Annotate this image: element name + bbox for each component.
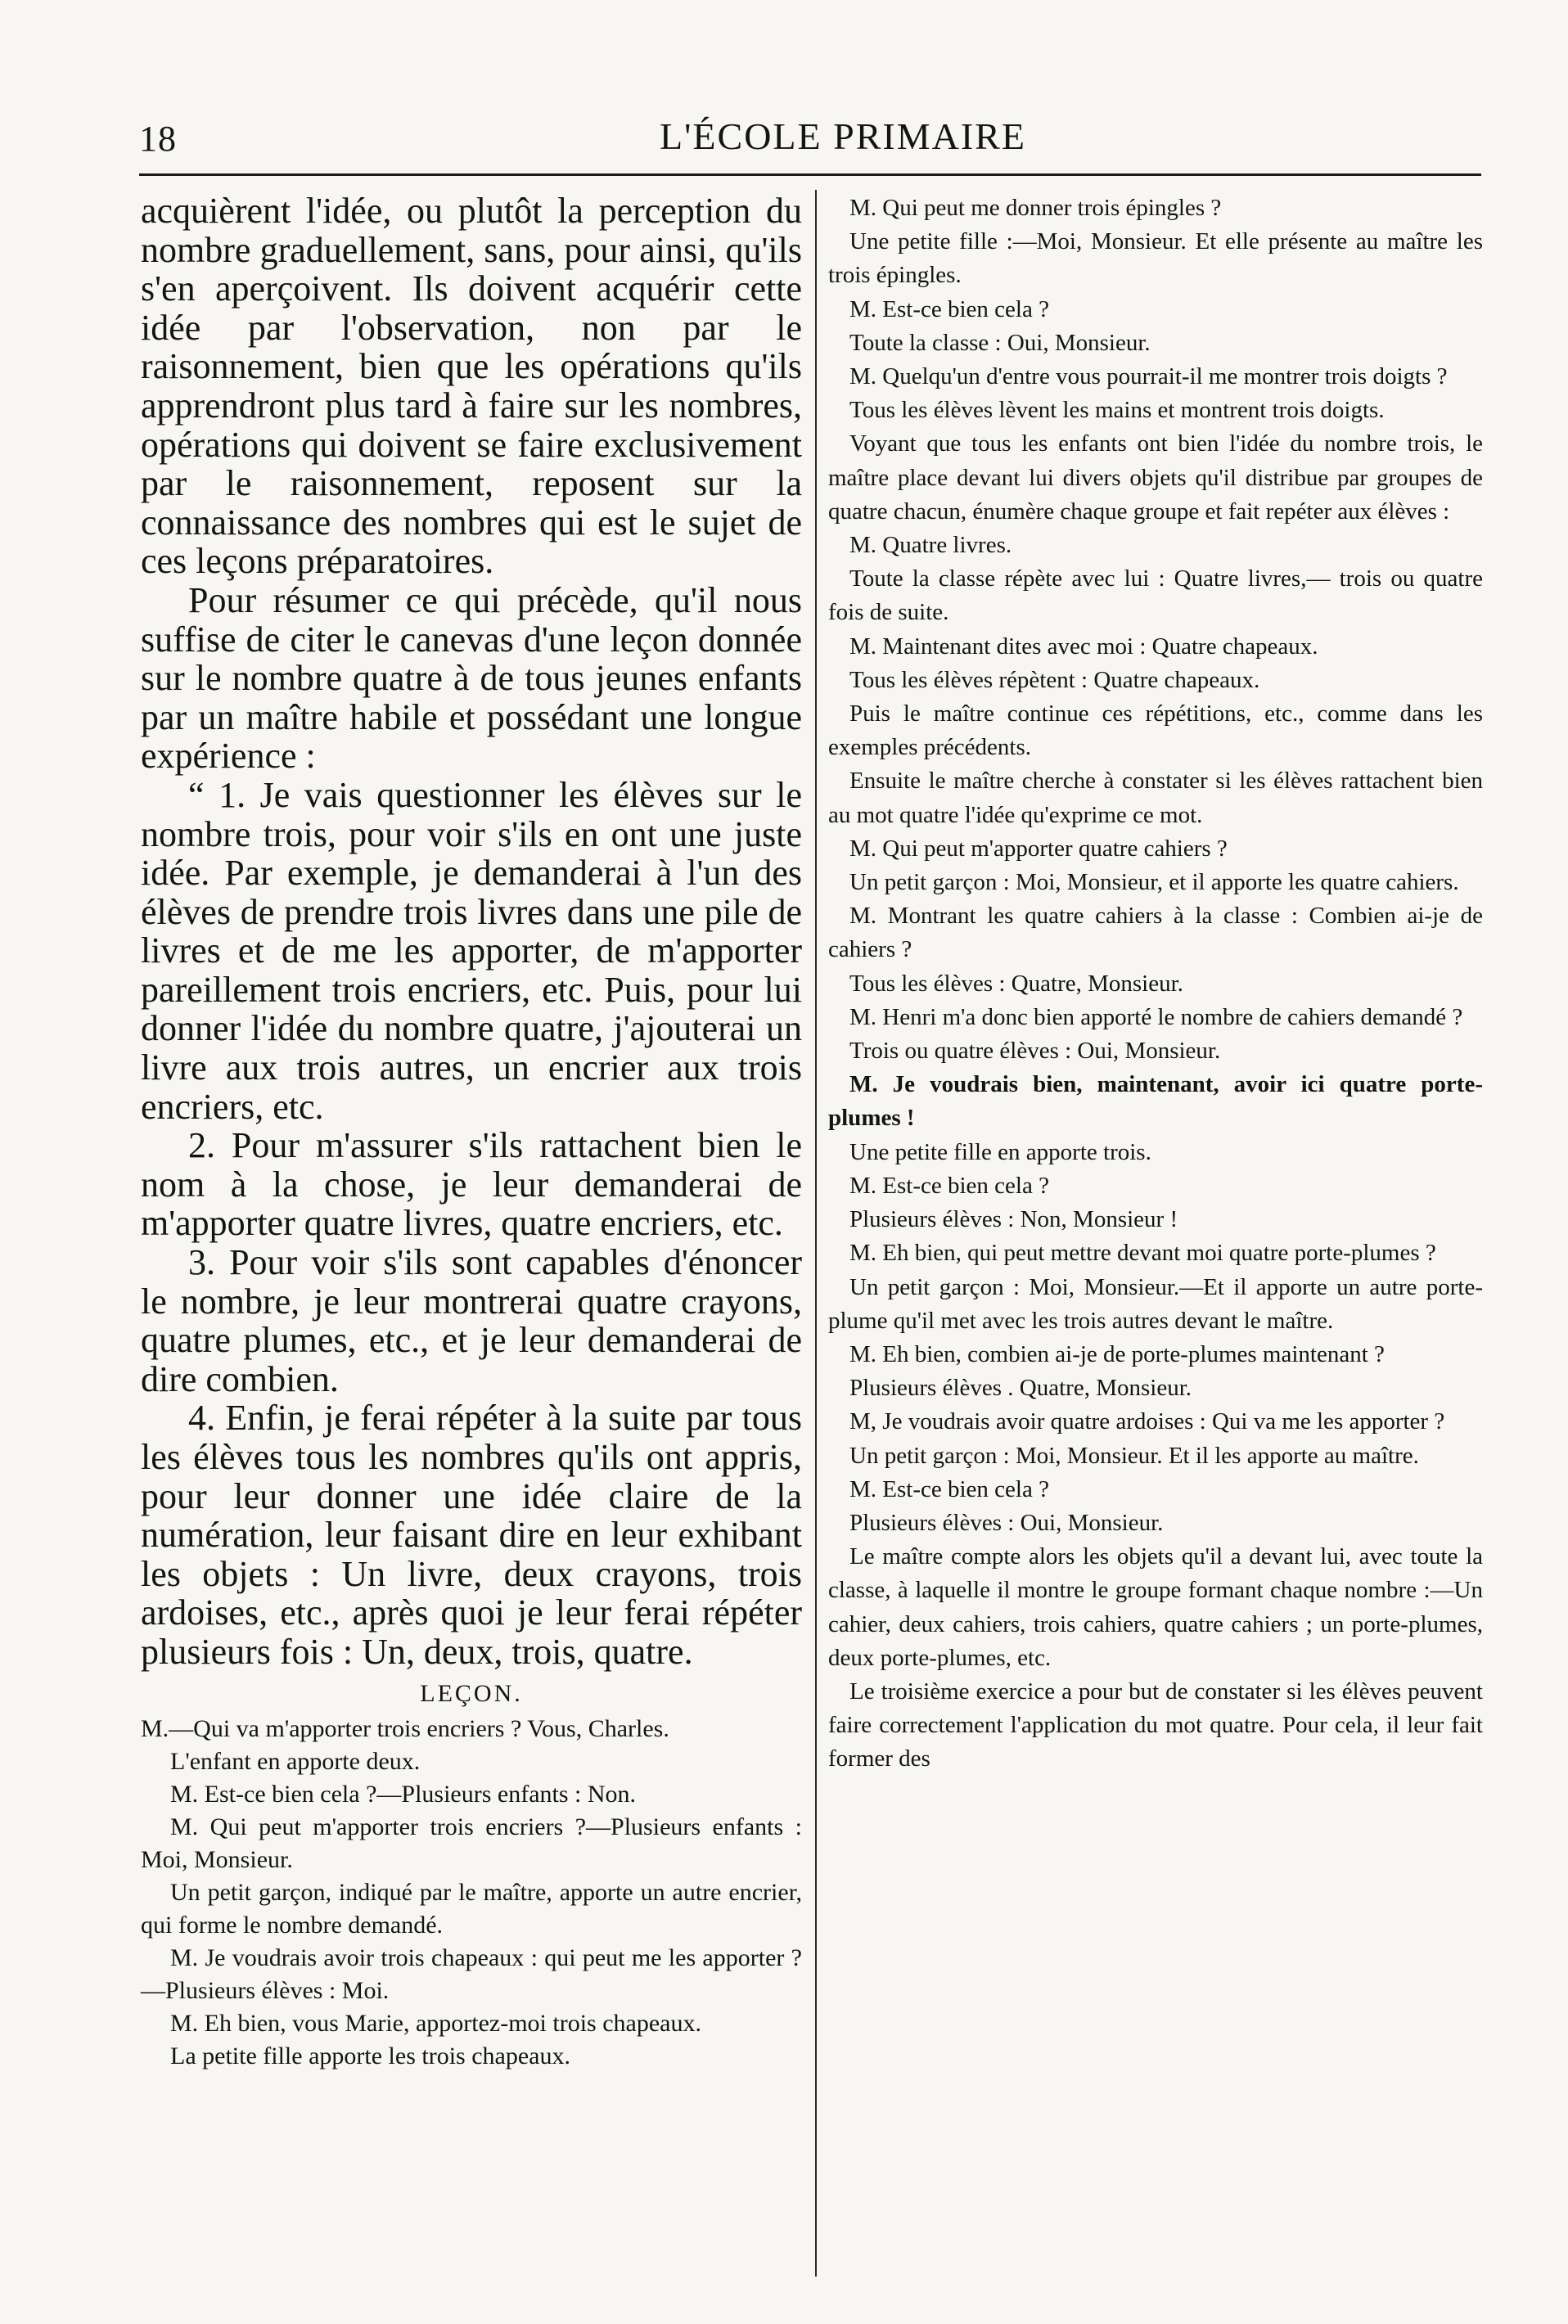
dialogue-line: Tous les élèves répètent : Quatre chapeaux. [849,666,1260,693]
column-divider [815,190,817,2277]
dialogue-line: Tous les élèves : Quatre, Monsieur. [849,970,1183,997]
right-column [828,191,1483,1777]
dialogue-line: Un petit garçon : Moi, Monsieur. Et il les apporte au maître. [849,1442,1419,1469]
dialogue-line: Ensuite le maître cherche à constater si les élèves rattachent bien au mot quatre l'idée qu'exprime ce mot. [828,768,1483,828]
paragraph: 2. Pour m'assurer s'ils rattachent bien le nom à la chose, je leur demanderai de m'apporter quatre livres, quatre encriers, etc. [141,1125,802,1244]
lesson-line: La petite fille apporte les trois chapeaux. [170,2042,570,2070]
dialogue-line: Une petite fille en apporte trois. [849,1138,1151,1165]
dialogue-line: Une petite fille :—Moi, Monsieur. Et elle présente au maître les trois épingles. [828,228,1483,289]
paragraph: 4. Enfin, je ferai répéter à la suite par tous les élèves tous les nombres qu'ils ont appris, pour leur donner une idée claire de la numération, leur faisant dire en leur exhibant les objets : Un livre, deux crayons, trois ardoises, etc., après quoi je leur ferai répéter plusieurs fois : Un, deux, trois, quatre. [141,1398,802,1672]
dialogue-line: M, Je voudrais avoir quatre ardoises : Qui va me les apporter ? [849,1408,1445,1435]
running-title: L'ÉCOLE PRIMAIRE [660,115,1026,157]
running-head [139,115,1481,172]
lesson-line: Un petit garçon, indiqué par le maître, apporte un autre encrier, qui forme le nombre demandé. [141,1878,802,1939]
lesson-line: L'enfant en apporte deux. [170,1747,421,1775]
dialogue-line: M. Qui peut m'apporter quatre cahiers ? [849,835,1228,862]
lesson-line: M. Je voudrais avoir trois chapeaux : qui peut me les apporter ?—Plusieurs élèves : Moi. [141,1943,802,2004]
dialogue-line: Plusieurs élèves : Non, Monsieur ! [849,1206,1178,1233]
dialogue-line: Puis le maître continue ces répétitions, etc., comme dans les exemples précédents. [828,700,1483,761]
dialogue-line: M. Quatre livres. [849,532,1012,559]
lesson-line: M. Est-ce bien cela ?—Plusieurs enfants : Non. [170,1780,637,1808]
dialogue-line: M. Maintenant dites avec moi : Quatre chapeaux. [849,633,1318,660]
dialogue-line: M. Montrant les quatre cahiers à la classe : Combien ai-je de cahiers ? [828,903,1483,963]
lesson-line: M. Qui peut m'apporter trois encriers ?—Plusieurs enfants : Moi, Monsieur. [141,1813,802,1873]
page-number: 18 [139,119,177,159]
dialogue-line: M. Je voudrais bien, maintenant, avoir ici quatre porte-plumes ! [828,1071,1483,1132]
dialogue-line: M. Est-ce bien cela ? [849,295,1049,322]
dialogue-line: Toute la classe répète avec lui : Quatre livres,— trois ou quatre fois de suite. [828,565,1483,626]
dialogue-line: M. Qui peut me donner trois épingles ? [849,195,1222,221]
dialogue-line: Voyant que tous les enfants ont bien l'idée du nombre trois, le maître place devant lui divers objets qu'il distribue par groupes de quatre chacun, énumère chaque groupe et fait repéter aux élèves : [828,430,1483,525]
lesson-heading: LEÇON. [420,1679,523,1707]
paragraph: Pour résumer ce qui précède, qu'il nous suffise de citer le canevas d'une leçon donnée sur le nombre quatre à de tous jeunes enfants par un maître habile et possédant une longue expérience : [141,579,802,777]
dialogue-line: Trois ou quatre élèves : Oui, Monsieur. [849,1038,1221,1065]
lesson-line: M.—Qui va m'apporter trois encriers ? Vous, Charles. [141,1714,669,1742]
header-rule [139,173,1481,176]
paragraph: acquièrent l'idée, ou plutôt la perception du nombre graduellement, sans, pour ainsi, qu'ils s'en aperçoivent. Ils doivent acquérir cette idée par l'observation, non par le raisonnement, bien que les opérations qu'ils apprendront plus tard à faire sur les nombres, opérations qui doivent se faire exclusivement par le raisonnement, reposent sur la connaissance des nombres qui est le sujet de ces leçons préparatoires. [141,191,802,582]
dialogue-line: Le troisième exercice a pour but de constater si les élèves peuvent faire correctement l'application du mot quatre. Pour cela, il leur fait former des [828,1678,1483,1772]
dialogue-line: Le maître compte alors les objets qu'il a devant lui, avec toute la classe, à laquelle il montre le groupe formant chaque nombre :—Un cahier, deux cahiers, trois cahiers, quatre cahiers ; un porte-plumes, deux porte-plumes, etc. [828,1543,1483,1671]
dialogue-line: M. Est-ce bien cela ? [849,1475,1049,1502]
dialogue-line: M. Est-ce bien cela ? [849,1172,1049,1199]
dialogue-line: Tous les élèves lèvent les mains et montrent trois doigts. [849,397,1385,424]
lesson-line: M. Eh bien, vous Marie, apportez-moi trois chapeaux. [170,2009,701,2037]
dialogue-line: M. Quelqu'un d'entre vous pourrait-il me montrer trois doigts ? [849,363,1448,390]
dialogue-line: Plusieurs élèves . Quatre, Monsieur. [849,1375,1192,1402]
dialogue-line: M. Henri m'a donc bien apporté le nombre de cahiers demandé ? [849,1003,1463,1030]
paragraph: 3. Pour voir s'ils sont capables d'énoncer le nombre, je leur montrerai quatre crayons, quatre plumes, etc., et je leur demanderai de dire combien. [141,1242,802,1399]
dialogue-line: M. Eh bien, qui peut mettre devant moi quatre porte-plumes ? [849,1240,1436,1267]
left-column [141,191,802,2073]
dialogue-line: M. Eh bien, combien ai-je de porte-plumes maintenant ? [849,1340,1385,1367]
dialogue-line: Un petit garçon : Moi, Monsieur.—Et il apporte un autre porte-plume qu'il met avec les trois autres devant le maître. [828,1273,1483,1334]
dialogue-line: Un petit garçon : Moi, Monsieur, et il apporte les quatre cahiers. [849,869,1459,896]
dialogue-line: Toute la classe : Oui, Monsieur. [849,329,1151,356]
dialogue-line: Plusieurs élèves : Oui, Monsieur. [849,1509,1164,1536]
paragraph: “ 1. Je vais questionner les élèves sur le nombre trois, pour voir s'ils en ont une juste idée. Par exemple, je demanderai à l'un des élèves de prendre trois livres dans une pile de livres et de me les apporter, de m'apporter pareillement trois encriers, etc. Puis, pour lui donner l'idée du nombre quatre, j'ajouterai un livre aux trois autres, un encrier aux trois encriers, etc. [141,774,802,1127]
